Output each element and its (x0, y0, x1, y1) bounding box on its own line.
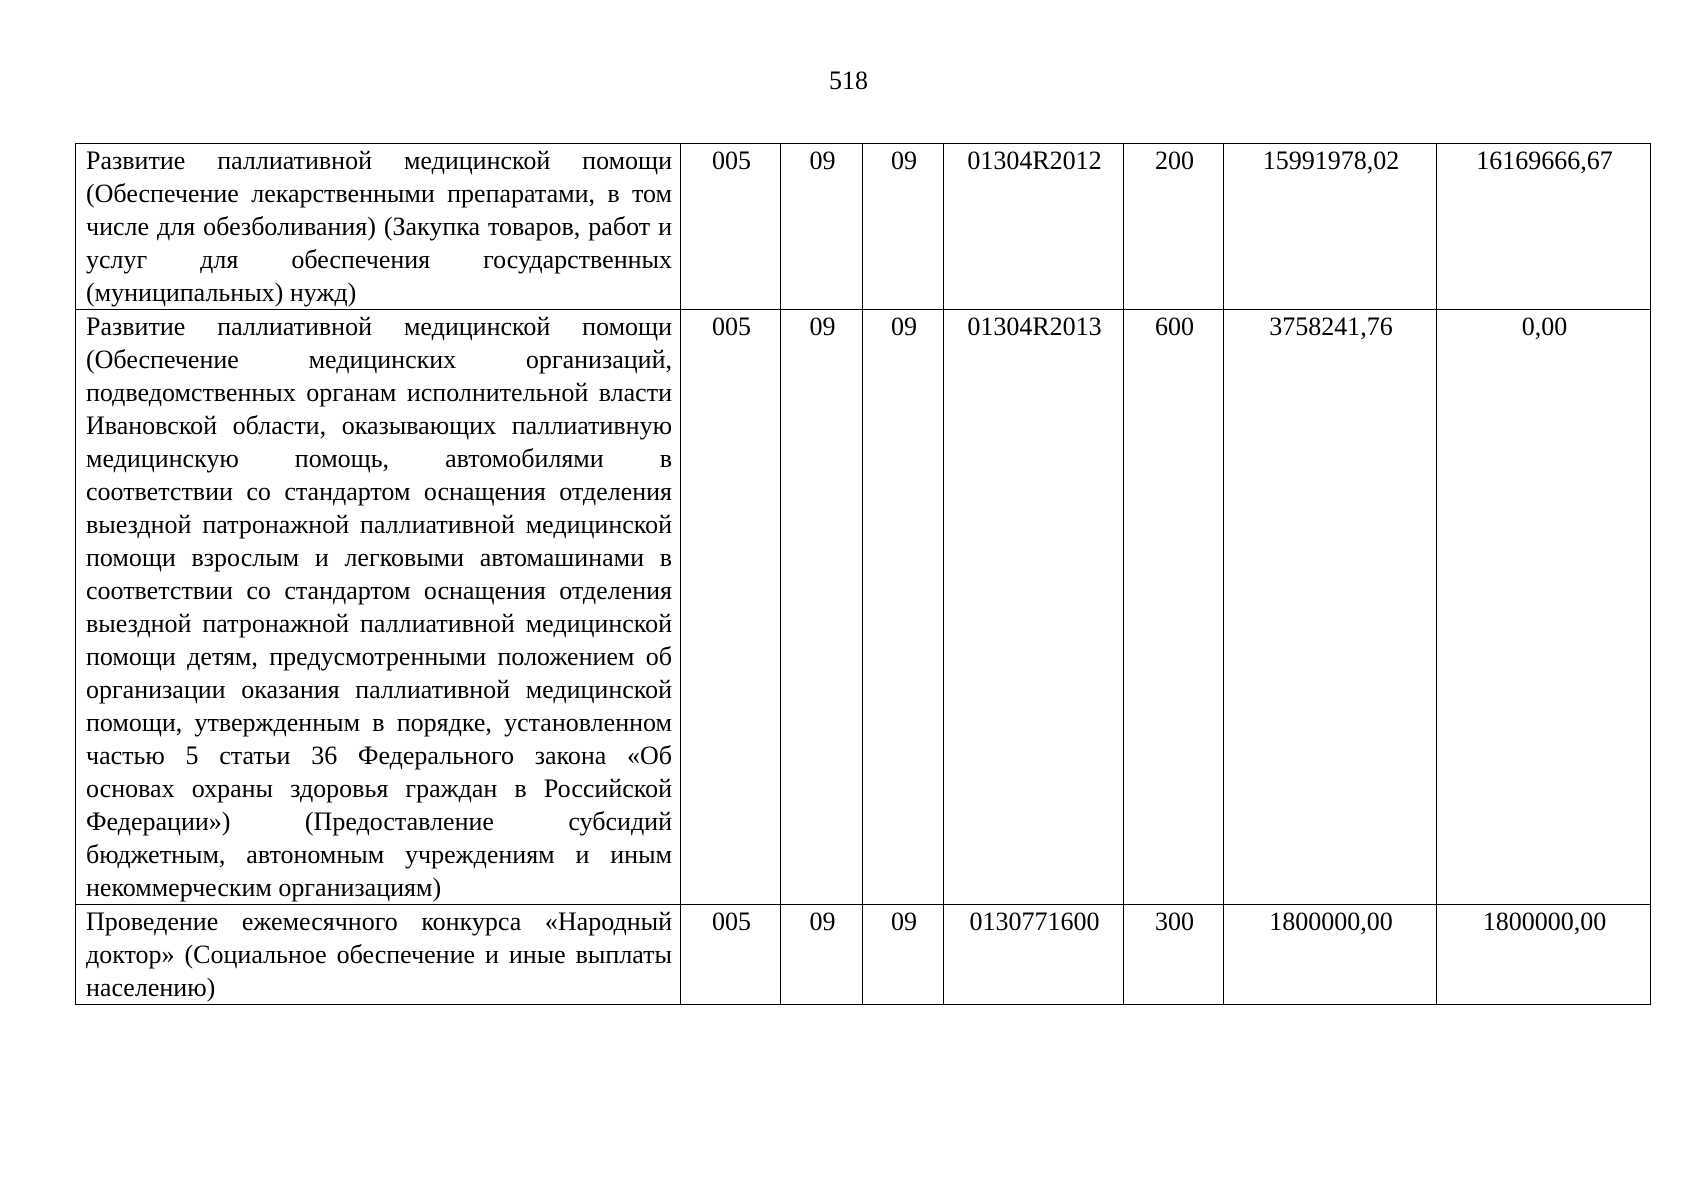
table-row (76, 310, 1651, 905)
target-article-code: 01304R2012 (944, 144, 1124, 310)
ministry-code: 005 (681, 310, 781, 905)
section-code: 09 (781, 905, 863, 1005)
expense-type-code: 600 (1124, 310, 1224, 905)
row-description: Развитие паллиативной медицинской помощи (Обеспечение лекарственными препаратами, в том числе для обезболивания) (Закупка товаров, работ и услуг для обеспечения государственных (муниципальных) нужд) (76, 144, 681, 310)
amount-second-year: 1800000,00 (1437, 905, 1651, 1005)
amount-first-year: 3758241,76 (1224, 310, 1437, 905)
section-code: 09 (781, 310, 863, 905)
amount-second-year: 16169666,67 (1437, 144, 1651, 310)
ministry-code: 005 (681, 144, 781, 310)
subsection-code: 09 (863, 905, 944, 1005)
expense-type-code: 300 (1124, 905, 1224, 1005)
amount-first-year: 1800000,00 (1224, 905, 1437, 1005)
row-description: Проведение ежемесячного конкурса «Народный доктор» (Социальное обеспечение и иные выплаты населению) (76, 905, 681, 1005)
amount-first-year: 15991978,02 (1224, 144, 1437, 310)
budget-table (75, 143, 1651, 1005)
table-row (76, 905, 1651, 1005)
subsection-code: 09 (863, 310, 944, 905)
target-article-code: 01304R2013 (944, 310, 1124, 905)
ministry-code: 005 (681, 905, 781, 1005)
row-description: Развитие паллиативной медицинской помощи (Обеспечение медицинских организаций, подведомственных органам исполнительной власти Ивановской области, оказывающих паллиативную медицинскую помощь, автомобилями в соответствии со стандартом оснащения отделения выездной патронажной паллиативной медицинской помощи взрослым и легковыми автомашинами в соответствии со стандартом оснащения отделения выездной патронажной паллиативной медицинской помощи детям, предусмотренными положением об организации оказания паллиативной медицинской помощи, утвержденным в порядке, установленном частью 5 статьи 36 Федерального закона «Об основах охраны здоровья граждан в Российской Федерации») (Предоставление субсидий бюджетным, автономным учреждениям и иным некоммерческим организациям) (76, 310, 681, 905)
section-code: 09 (781, 144, 863, 310)
table-row (76, 144, 1651, 310)
target-article-code: 0130771600 (944, 905, 1124, 1005)
expense-type-code: 200 (1124, 144, 1224, 310)
amount-second-year: 0,00 (1437, 310, 1651, 905)
subsection-code: 09 (863, 144, 944, 310)
page-number: 518 (829, 66, 868, 95)
